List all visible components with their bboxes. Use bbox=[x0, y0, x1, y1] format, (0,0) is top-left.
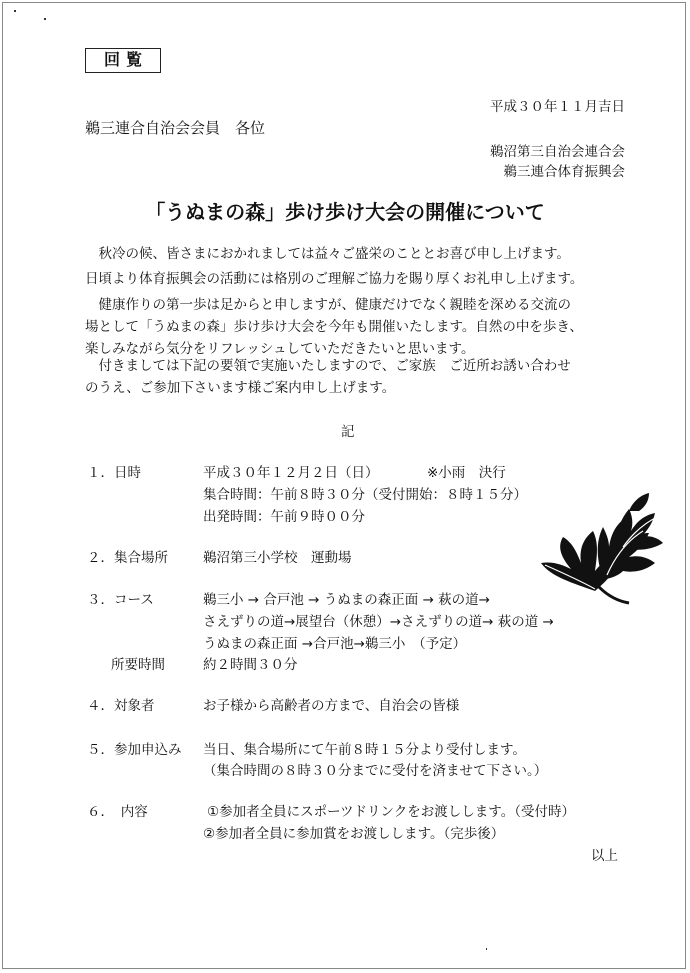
issue-date: 平成３０年１１月吉日 bbox=[490, 99, 625, 115]
item-2-value: 鵜沼第三小学校 運動場 bbox=[203, 550, 352, 566]
scan-speck bbox=[486, 948, 487, 950]
item-5-value-2: （集合時間の８時３０分までに受付を済ませて下さい。） bbox=[203, 763, 548, 779]
item-4-label: ４．対象者 bbox=[87, 698, 155, 714]
scan-speck bbox=[14, 10, 16, 12]
item-3-course-3: うぬまの森正面 →合戸池→鵜三小 （予定） bbox=[203, 636, 467, 652]
recipient: 鵜三連合自治会会員 各位 bbox=[85, 119, 266, 137]
item-1-label: １．日時 bbox=[87, 465, 141, 481]
sender-1: 鵜沼第三自治会連合会 bbox=[490, 144, 625, 160]
body-line: 楽しみながら気分をリフレッシュしていただきたいと思います。 bbox=[85, 341, 475, 357]
sender-2: 鵜三連合体育振興会 bbox=[503, 164, 625, 180]
item-6-value-2: ②参加者全員に参加賞をお渡しします。（完歩後） bbox=[203, 826, 505, 842]
item-3-course-1: 鵜三小 → 合戸池 → うぬまの森正面 → 萩の道→ bbox=[203, 592, 490, 608]
body-line: 付きましては下記の要領で実施いたしますので、ご家族 ご近所お誘い合わせ bbox=[85, 358, 571, 374]
body-line: 秋冷の候、皆さまにおかれましては益々ご盛栄のこととお喜び申し上げます。 bbox=[85, 246, 570, 262]
item-1-depart-time: 出発時間：午前９時００分 bbox=[203, 509, 365, 525]
item-1-weather-note: ※小雨 決行 bbox=[427, 465, 506, 481]
body-line: 場として「うぬまの森」歩け歩け大会を今年も開催いたします。自然の中を歩き、 bbox=[85, 319, 583, 335]
item-5-label: ５．参加申込み bbox=[87, 742, 182, 758]
document-title: 「うぬまの森」歩け歩け大会の開催について bbox=[145, 200, 545, 224]
item-1-gather-time: 集合時間：午前８時３０分（受付開始：８時１５分） bbox=[203, 487, 527, 503]
item-5-value-1: 当日、集合場所にて午前８時１５分より受付します。 bbox=[203, 742, 526, 758]
oak-leaves-icon bbox=[533, 491, 673, 611]
body-line: 日頃より体育振興会の活動には格別のご理解ご協力を賜り厚くお礼申し上げます。 bbox=[85, 271, 584, 287]
item-2-label: ２．集合場所 bbox=[87, 550, 168, 566]
document-page bbox=[2, 2, 686, 969]
ki-heading: 記 bbox=[341, 424, 355, 440]
item-6-label: ６． 内容 bbox=[87, 804, 148, 820]
item-3-course-2: さえずりの道→展望台（休憩）→さえずりの道→ 萩の道 → bbox=[203, 614, 554, 630]
item-1-date: 平成３０年１２月２日（日） bbox=[203, 465, 379, 481]
item-3-label: ３．コース bbox=[87, 592, 154, 608]
item-4-value: お子様から高齢者の方まで、自治会の皆様 bbox=[203, 698, 460, 714]
body-line: のうえ、ご参加下さいます様ご案内申し上げます。 bbox=[85, 380, 396, 396]
item-3-duration-label: 所要時間 bbox=[111, 657, 165, 673]
body-line: 健康作りの第一歩は足からと申しますが、健康だけでなく親睦を深める交流の bbox=[85, 297, 571, 313]
item-3-duration-value: 約２時間３０分 bbox=[203, 657, 298, 673]
closing-word: 以上 bbox=[591, 848, 618, 864]
item-6-value-1: ①参加者全員にスポーツドリンクをお渡しします。（受付時） bbox=[207, 804, 575, 820]
scan-speck bbox=[44, 18, 46, 20]
circular-stamp: 回覧 bbox=[85, 48, 161, 73]
